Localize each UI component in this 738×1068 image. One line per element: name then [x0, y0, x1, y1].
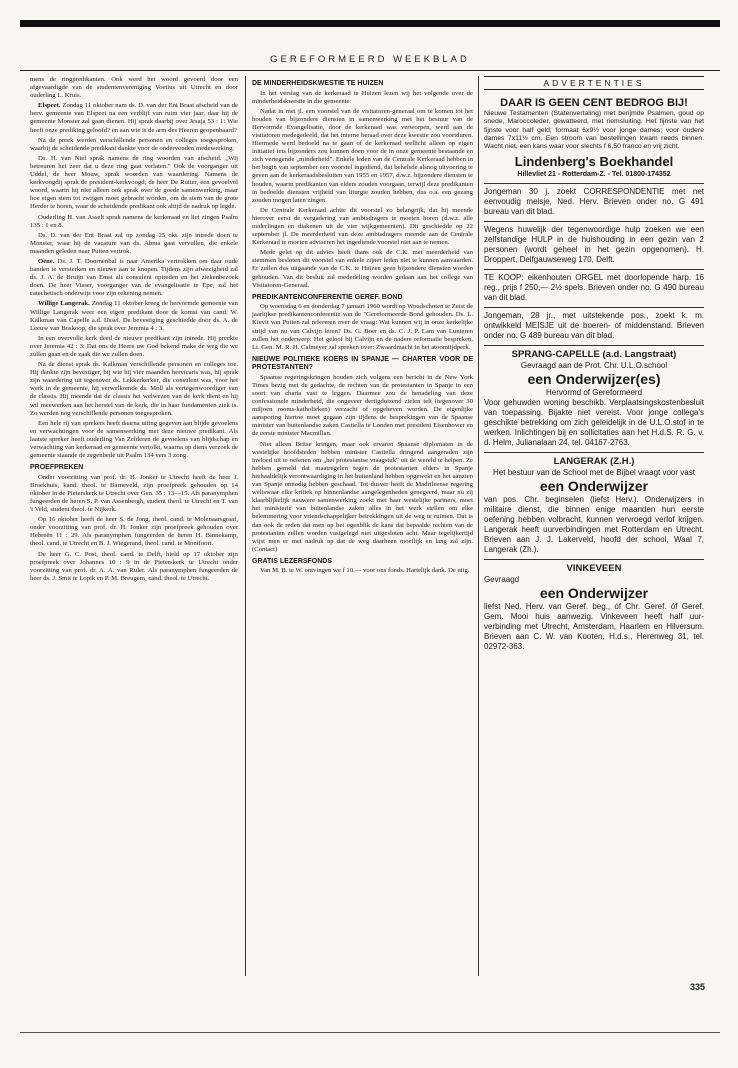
paragraph-text: Ds. J. T. Doornenbal is naar Amerika vertrokken om daar oude banden te versterken en nieuwe aan te knopen. Tijdens zijn afwezigheid zal ds. J. A. de Bruijn van Emst als consulent optreden en het ziekenbezoek doen. De heer Visser, voorganger van de evangelisatie te Epe, zal het catechetisch onderwijs voor zijn rekening nemen.	[30, 257, 238, 298]
article-paragraph	[252, 249, 473, 289]
article-paragraph	[252, 108, 473, 205]
ad-langerak	[484, 453, 704, 560]
ad-job-title: een Onderwijzer(es)	[527, 370, 661, 387]
article-paragraph	[30, 300, 238, 332]
paragraph-text: Niet alleen Britse kringen, maar ook ervaren Spaanse diplomaten in de westelijke hoofdsteden hebben minister Castiella dringend aangeraden zijn invloed uit te oefenen om „het protestantse vraagstuk" uit de wereld te helpen. Ze hebben gemeld dat maatregelen tegen de protestanten elders in Spanje herhaaldelijk verontwaardiging in het buitenland hebben opgewekt en het aanzien van Spanje onnodig hebben geschaad. Tot dusver heeft de Madrileense regering weliswaar elke kritiek op binnenlandse aangelegenheden genegeerd, maar nu zij klaarblijkelijk nauwere samenwerking zoekt met haar westelijke partners, moet het ministerie van buitenlandse zaken alles in het werk stellen om elke belemmering voor vriendschappelijker betrekkingen uit de weg te ruimen. Dat is dan ook de reden dat men op het ogenblik de kans dat bepaalde rechten van de protestanten zullen worden vastgelegd niet uitgesloten acht. Maar tegelijkertijd wijst men er met nadruk op dat de weg daarheen moeilijk en lang zal zijn. (Contact)	[252, 440, 473, 553]
ad-note: Hervormd of Gereformeerd	[545, 387, 643, 397]
column-divider	[245, 76, 246, 976]
bottom-rule	[20, 1032, 720, 1033]
paragraph-text: Zondag 11 oktober kreeg de hervormde gemeente van Willige Langerak weer een eigen predikant door de komst van cand. W. Kalkman van Capelle a.d. IJssel. De bevestiging geschiedde door ds. A. de Leeuw van Boskoop, die sprak over Jeremia 4 : 3.	[30, 300, 238, 332]
article-paragraph	[30, 516, 238, 548]
ad-young-man	[484, 308, 704, 346]
advertisements-column	[484, 76, 704, 976]
paragraph-text: Mede gelet op dit advies heeft thans ook de C.K. met meerderheid van stemmen besloten dit voorstel van enkele zijner leden niet te kunnen aanvaarden. Er zullen dus uitgaande van de C.K. te Huizen geen bijzondere diensten worden gehouden. Van dit besluit zal mededeling worden gedaan aan het college van Visitatoren-Generaal.	[252, 249, 473, 289]
section-heading: DE MINDERHEIDSKWESTIE TE HUIZEN	[252, 80, 384, 87]
ad-correspondence	[484, 184, 704, 222]
ad-body: TE KOOP: eikenhouten ORGEL met doorlopende harp. 16 reg., prijs f 250,— 2½ spels. Brieven onder no. G 490 bureau van dit blad.	[484, 272, 704, 302]
paragraph-text: In het verslag van de kerkeraad te Huizen lezen wij het volgende over de minderheidskwestie in die gemeente:	[252, 89, 473, 105]
paragraph-text: Nadat in mei jl. een voorstel van de visitatoren-generaal om te komen tot het houden van bijzondere diensten in samenwerking met het bestuur van de Hervormde Evangelisatie, door de kerkeraad was verworpen, werd aan de visitatoren medegedeeld, dat het interne beraad over deze kwestie zou voortduren. Hiermede werd bedoeld na te gaan of de kerkeraad wellicht alleen op eigen initiatief iets bijzonders zou kunnen doen voor de in onze gemeente bestaande en zich vertegende „minderheid". Enkele leden van de Centrale Kerkeraad hebben in het begin van september een voorstel ingediend, dat behelsde alsnog uitvoering te geven aan de kerkeraadsbesluiten van 1955 en 1957, d.w.z. bijzondere diensten te houden, waarin predikanten van elders zouden voorgaan, terwijl deze predikanten in bedoelde diensten vrijheid van liturgie zouden hebben, dus o.a. een gezang zouden mogen laten zingen.	[252, 107, 473, 204]
paragraph-text: Onder voorzitting van prof. dr. H. Jonker te Utrecht heeft de heer J. Broekhuis, kand. theol. te Barneveld, zijn proefpreek gehouden op 14 oktober in de Pieterskerk te Utrecht over Gen. 35 : 13—15. Als paranymphen fungeerden de heren S. P. van Assenbergh, student theol. te Utrecht en T. van 't Veld, student theol. te Nijkerk.	[30, 473, 238, 514]
ad-subtitle: Gevraagd	[484, 574, 520, 584]
ad-body: Jongeman 30 j. zoekt CORRESPONDENTIE met net eenvoudig meisje, Ned. Herv. Brieven onder no. G 491 bureau van dit blad.	[484, 186, 704, 216]
section-heading: NIEUWE POLITIEKE KOERS IN SPANJE — CHARTER VOOR DE PROTESTANTEN?	[252, 355, 473, 372]
article-paragraph	[252, 374, 473, 439]
paragraph-text: Ds. D. van der Ent Braat zal op zondag 25 okt. zijn intrede doen te Monster, waar hij de vacature van ds. Abma gaat vervullen, die enkele maanden geleden naar Putten vertrok.	[30, 231, 238, 255]
column-2	[252, 76, 473, 976]
article-paragraph	[30, 335, 238, 359]
article-paragraph	[30, 102, 238, 134]
article-paragraph	[30, 361, 238, 418]
section-heading: PREDIKANTENCONFERENTIE GEREF. BOND	[252, 293, 403, 301]
paragraph-text: mens de ringpredikanten. Ook werd het woord gevoerd door een afgevaardigde van de studentenvereniging Voetius uit Utrecht en door ouderling L. Kruis.	[30, 76, 238, 100]
paragraph-text: Van M. B. te W. ontvingen we f 10.— voor ons fonds. Hartelijk dank. De uitg.	[260, 567, 470, 575]
article-paragraph	[30, 551, 238, 583]
paragraph-lead: Oene.	[38, 257, 55, 265]
ad-body: liefst Ned. Herv. van Geref. beg., óf Chr. Geref. óf Geref. Gem. Mooi huis aanwezig. Vinkeveen heeft half uur-verbinding met Utrecht, Amsterdam, Haarlem en Hilversum. Brieven aan C. W. van Kooten, H.d.s., Herenweg 31, tel. 02972-363.	[484, 601, 704, 651]
ad-body: van pos. Chr. beginselen (liefst Herv.). Onderwijzers in militaire dienst, die binnen enige maanden hun eerste oefening hebben volbracht, kunnen vervroegd verlof krijgen. Langerak heeft uurverbindingen met Rotterdam en Utrecht. Brieven aan J. J. Lakerveld, hoofd der school, Waal 7, Langerak (Zh.).	[484, 494, 704, 554]
ad-subtitle: Gevraagd aan de Prot. Chr. U.L.O.school	[520, 360, 668, 370]
article-paragraph	[30, 137, 238, 153]
paragraph-lead: Elspeet.	[38, 102, 61, 110]
ads-header: ADVERTENTIES	[484, 76, 704, 90]
column-1	[30, 76, 238, 976]
ad-subtitle: Het bestuur van de School met de Bijbel vraagt voor vast	[493, 467, 695, 477]
section-heading: GRATIS LEZERSFONDS	[252, 557, 332, 565]
article-paragraph	[30, 232, 238, 256]
page-number: 335	[690, 982, 706, 992]
ad-organ-for-sale	[484, 270, 704, 308]
article-paragraph	[30, 76, 238, 100]
article-paragraph	[30, 420, 238, 460]
article-paragraph	[252, 207, 473, 247]
article-paragraph	[30, 214, 238, 230]
paragraph-text: Spaanse regeringskringen houden zich volgens een bericht in de New York Times bezig met de gedachte, de rechten van de protestanten in Spanje in een soort van charta vast te leggen. Daarmee zou de benadeling van deze confessionele minderheid, die ongeveer dertigduizend zielen telt (tegenover 30 miljoen rooms-katholieken) verzacht of opgeheven worden. De eigenlijke aansporing hiertoe moet gegaan zijn tijdens de besprekingen van de Spaanse minister van buitenlandse zaken Castiella te Londen met president Eisenhower en de eerste minister Macmillan.	[252, 373, 473, 438]
ad-body: Wegens huwelijk der tegenwoordige hulp zoeken we een zelfstandige HULP in de huishouding in een gezin van 2 personen (wordt geheel in het gezin opgenomen). H. Droppert, Delfgauwseweg 170, Delft.	[484, 224, 704, 264]
ad-address: Hillevliet 21 - Rotterdam-Z. - Tel. 01800-174352	[517, 170, 671, 178]
article-paragraph	[252, 567, 473, 575]
article-paragraph	[30, 155, 238, 212]
ad-title: LANGERAK (Z.H.)	[553, 455, 635, 467]
ad-headline: DAAR IS GEEN CENT BEDROG BIJ!	[500, 97, 688, 110]
paragraph-text: Zondag 11 oktober nam ds. D. van der Ent Braat afscheid van de herv. gemeente van Elspeet na een verblijf van ruim vier jaar, daar hij de gemeente Monster zal gaan dienen. Hij sprak daarbij over Jesaja 53 : 1: Wie heeft onze prediking geloofd? en aan wie is de arm des Heeren geopenbaard?	[30, 102, 238, 134]
ad-company-name: Lindenberg's Boekhandel	[514, 153, 674, 169]
masthead-rule	[20, 70, 720, 71]
article-paragraph	[30, 474, 238, 514]
ad-title: SPRANG-CAPELLE (a.d. Langstraat)	[511, 348, 677, 360]
paragraph-text: De Centrale Kerkeraad achtte dit voorstel zo belangrijk, dat hij meende hierover eerst de vergadering van ambtsdragers te moeten horen (d.w.z. alle ouderlingen en diakenen uit de vier wijkgemeenten). Dit geschiedde op 22 september jl. De meerderheid van deze ambtsdragers meende aan de Centrale Kerkeraad te moeten adviseren het ingediende voorstel niet aan te nemen.	[252, 206, 473, 247]
ad-title: VINKEVEEN	[566, 562, 622, 574]
paragraph-text: Ds. H. van Niel sprak namens de ring woorden van afscheid. „Wij betreuren het zeer dat u deze ring gaat verlaten." Ook de voorganger uit Uddel, de heer Mouw, sprak woorden van waardering. Namens de kerkvoogdij sprak de president-kerkvoogd, de heer De Ruiter, een gevoelvol woord, waarin hij niet alleen ook sprak over de goede samenwerking, maar hoe eigen stem tot zwijgen moet gebracht worden, om de stem van de grote Herder te horen, waar de scheidende predikant ook altijd de nadruk op legde.	[30, 154, 238, 211]
paragraph-text: De heer G. C. Post, theol. cand. te Delft, hield op 17 oktober zijn proefpreek over Johannes 10 : 9 in de Pieterskerk te Utrecht onder voorzitting van prof. dr. A. A. van Ruler. Als paranymphen fungeerden de heer ds. J. Smit te Lopik en P. M. Breugem, cand. theol. te Utrecht.	[30, 550, 238, 582]
paragraph-text: In een overvolle kerk deed de nieuwe predikant zijn intrede. Hij preekte over Jeremia 42 : 3: Dat ons de Heere uw God bekend make de weg die we zullen gaan en de zaak die we zullen doen.	[30, 334, 238, 358]
ad-job-title: een Onderwijzer	[539, 477, 649, 494]
ad-body: Jongeman, 28 jr., met uitstekende pos., zoekt k. m. ontwikkeld MEISJE uit de boeren- of middenstand. Brieven onder no. G 489 bureau van dit blad.	[484, 310, 704, 340]
article-paragraph	[252, 90, 473, 106]
ad-job-title: een Onderwijzer	[539, 584, 649, 601]
section-heading: PROEFPREKEN	[30, 464, 84, 472]
ad-sprang-capelle	[484, 346, 704, 453]
article-paragraph	[30, 258, 238, 298]
article-paragraph	[252, 441, 473, 554]
paragraph-text: Een hele rij van sprekers heeft daarna uiting gegeven aan blijde gevoelens en verwachtingen voor de samenwerking met deze nieuwe predikant. Als laatste spreker heeft ouderling Van Zelderen de gevoelens van blijdschap en verwachting van kerkeraad en gemeente vertolkt, waarna op diens verzoek de gemeente staande de zegenbede uit Psalm 134 vers 3 zong.	[30, 419, 238, 460]
masthead: GEREFORMEERD WEEKBLAD	[270, 54, 470, 65]
article-paragraph	[252, 303, 473, 352]
ad-household-help	[484, 222, 704, 270]
ad-vinkeveen	[484, 560, 704, 656]
ad-bible-offer	[484, 94, 704, 183]
paragraph-text: Op woensdag 6 en donderdag 7 januari 1960 wordt op Woudschoten te Zeist de jaarlijkse predikantenconferentie van de "Gereformeerde Bond gehouden. Ds. L. Kievit van Putten zal refereren over de vraag: Wat kunnen wij in onze kerkelijke strijd van nu van Calvijn leren? Ds. G. Boer en ds. C. J. P. Lam van Lunteren zullen het onderwerp: Het geloof bij Calvijn en de nadere reformatie bespreken. Lt. Gen. M. R. H. Calmeyer zal spreken over: Zwaardmacht in het atoomtijdperk.	[252, 303, 473, 351]
ad-body: Nieuwe Testamenten (Statenvertaling) met berijmde Psalmen, goud op snede, Maroccoleder, gewatteerd, met riemsluiting. Het fijnste van het fijnste voor half geld; formaat 6x9½ voor jonge dames; voor oudere dames 7x11½ cm. Een stroom van bestellingen kwam reeds binnen. Wacht niet, een kans waar voor slechts f 6,50 franco en vrij zicht.	[484, 110, 704, 151]
column-divider	[478, 76, 479, 976]
paragraph-text: Na de preek werden verschillende personen en colleges toegesproken, waarbij de scheidende predikant dankte voor de ondervonden medewerking.	[30, 136, 238, 152]
paragraph-text: Ouderling H. van Asselt sprak namens de kerkeraad en liet zingen Psalm 135 : 1 en 8.	[30, 213, 238, 229]
top-rule	[20, 20, 720, 27]
ad-body: Voor gehuwden woning beschikb. Verplaatsingskostenbesluit van toepassing. Bijakte niet vereist. Voor jonge collega's geschikte betrekking om zich geleidelijk in de U.L.O.stof in te werken. Inlichtingen bij en sollicitaties aan het H.d.S. R. G. v. d. Helm, Julianalaan 24, tel. 04167-2763.	[484, 397, 704, 447]
paragraph-text: Op 16 oktober heeft de heer S. de Jong, theol. cand. te Molenaarsgraaf, onder voorzitting van prof. dr. H. Jonker zijn proefpreek gehouden over Hebreën 11 : 29. Als paranymphen fungeerden de heren H. Binnekamp, theol. cand. te Utrecht en B. J. Wiegerand, theol. cand. te Montfoort.	[30, 516, 238, 548]
paragraph-lead: Willige Langerak.	[38, 300, 90, 308]
paragraph-text: Na de dienst sprak ds. Kalkman verschillende personen en colleges toe. Hij dankte zijn bevestiger, bij wie hij vier maanden hervicaris was, hij sprak zijn waardering uit tegenover ds. Lekkerkerker, die consulent was, voor het werk in de gemeente, hij verwelkomde ds. Moll als vertegenwoordiger van de classis. Hij meende dat de classis het welwezen van de kerk dient en hij wil meewerken aan het herstel van de kerk, die in haar fundamenten ziek is. Zo werden nog verschillende personen toegesproken.	[30, 361, 238, 417]
